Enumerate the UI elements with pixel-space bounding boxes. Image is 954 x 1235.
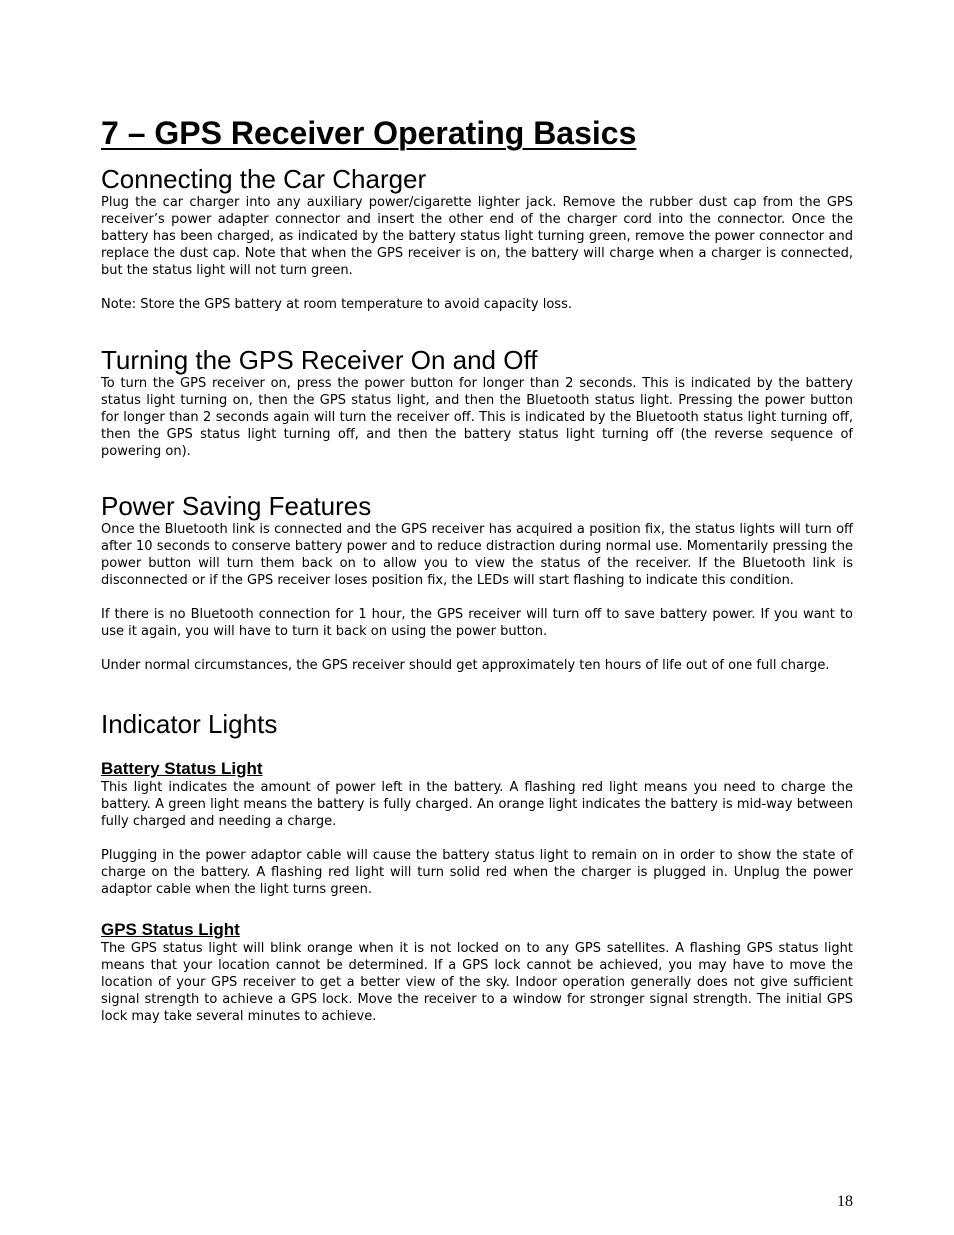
subsection-title-gps: GPS Status Light	[101, 920, 240, 939]
paragraph: If there is no Bluetooth connection for 1 hour, the GPS receiver will turn off to save battery power. If you want to use it again, you will have to turn it back on using the power button.	[101, 607, 853, 639]
subsection-title-battery: Battery Status Light	[101, 759, 263, 778]
section-title-indicator-lights: Indicator Lights	[101, 709, 278, 739]
section-power-saving	[101, 491, 853, 674]
section-indicator-lights	[101, 709, 853, 1025]
paragraph: This light indicates the amount of power left in the battery. A flashing red light means you need to charge the battery. A green light means the battery is fully charged. An orange light indicates the battery is mid-way between fully charged and needing a charge.	[101, 780, 853, 829]
subsection-gps-status	[101, 920, 853, 1025]
note-paragraph: Note: Store the GPS battery at room temperature to avoid capacity loss.	[101, 297, 572, 312]
paragraph: Plugging in the power adaptor cable will cause the battery status light to remain on in order to show the state of charge on the battery. A flashing red light will turn solid red when the charger is plugged in. Unplug the power adaptor cable when the light turns green.	[101, 848, 853, 897]
section-title-car-charger: Connecting the Car Charger	[101, 164, 427, 194]
section-title-power-saving: Power Saving Features	[101, 491, 372, 521]
paragraph: Plug the car charger into any auxiliary power/cigarette lighter jack. Remove the rubber dust cap from the GPS receiver’s power adapter connector and insert the other end of the charger cord into the connector. Once the battery has been charged, as indicated by the battery status light turning green, remove the power connector and replace the dust cap. Note that when the GPS receiver is on, the battery will charge when a charger is connected, but the status light will not turn green.	[101, 195, 853, 278]
subsection-battery-status	[101, 759, 853, 898]
section-car-charger	[101, 164, 853, 313]
paragraph: Under normal circumstances, the GPS receiver should get approximately ten hours of life out of one full charge.	[101, 658, 830, 673]
paragraph: To turn the GPS receiver on, press the power button for longer than 2 seconds. This is indicated by the battery status light turning on, then the GPS status light, and then the Bluetooth status light. Pressing the power button for longer than 2 seconds again will turn the receiver off. This is indicated by the Bluetooth status light turning off, then the GPS status light turning off, and then the battery status light turning off (the reverse sequence of powering on).	[101, 376, 853, 459]
page-number: 18	[837, 1193, 853, 1210]
paragraph: Once the Bluetooth link is connected and the GPS receiver has acquired a position fix, the status lights will turn off after 10 seconds to conserve battery power and to reduce distraction during normal use. Momentarily pressing the power button will turn them back on to allow you to view the status of the receiver. If the Bluetooth link is disconnected or if the GPS receiver loses position fix, the LEDs will start flashing to indicate this condition.	[101, 522, 853, 588]
chapter-title: 7 – GPS Receiver Operating Basics	[101, 115, 637, 151]
section-title-on-off: Turning the GPS Receiver On and Off	[101, 345, 538, 375]
paragraph: The GPS status light will blink orange when it is not locked on to any GPS satellites. A flashing GPS status light means that your location cannot be determined. If a GPS lock cannot be achieved, you may have to move the location of your GPS receiver to get a better view of the sky. Indoor operation generally does not give sufficient signal strength to achieve a GPS lock. Move the receiver to a window for stronger signal strength. The initial GPS lock may take several minutes to achieve.	[101, 941, 853, 1024]
document-page	[101, 112, 853, 1025]
section-on-off	[101, 345, 853, 460]
